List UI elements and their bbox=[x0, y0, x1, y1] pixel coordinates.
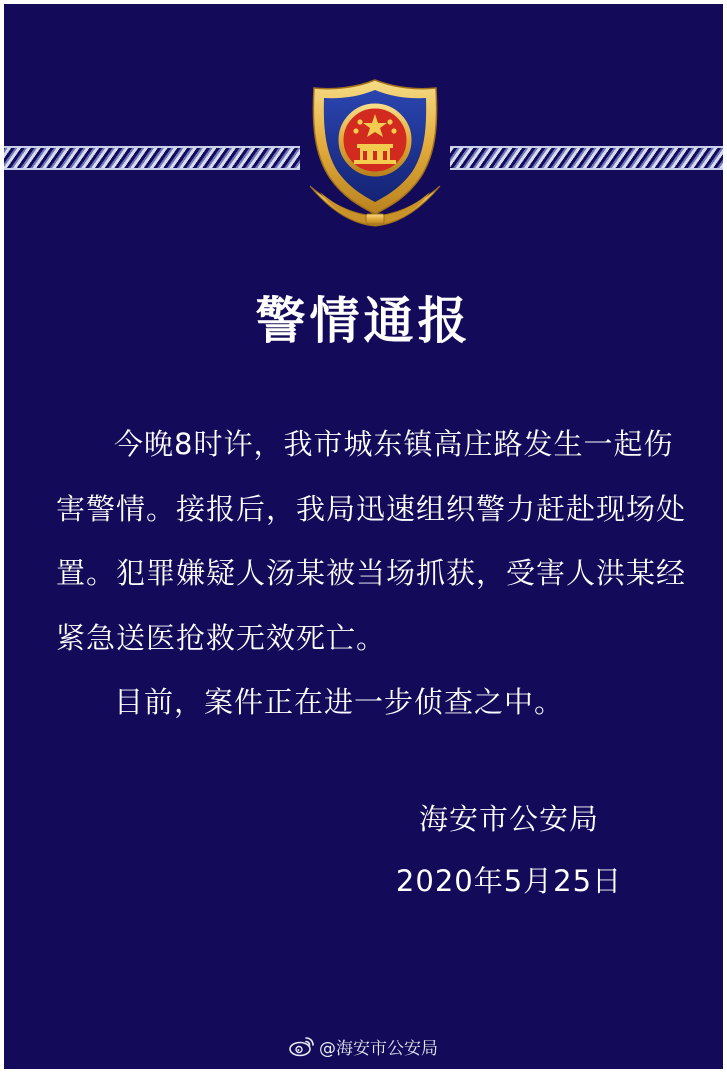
notice-title: 警情通报 bbox=[255, 292, 472, 350]
signature-organization: 海安市公安局 bbox=[418, 802, 599, 836]
weibo-icon bbox=[289, 1035, 315, 1057]
watermark-handle: @海安市公安局 bbox=[319, 1038, 438, 1059]
watermark-footer bbox=[4, 1029, 723, 1063]
signature-date: 2020年5月25日 bbox=[395, 864, 623, 898]
notice-body bbox=[56, 412, 702, 735]
decorative-band-right bbox=[450, 146, 723, 170]
police-notice bbox=[4, 4, 723, 1069]
police-emblem-icon bbox=[300, 74, 450, 234]
decorative-band-left bbox=[4, 146, 300, 170]
notice-paragraph: 今晚8时许，我市城东镇高庄路发生一起伤害警情。接报后，我局迅速组织警力赶赴现场处置。犯罪嫌疑人汤某被当场抓获，受害人洪某经紧急送医抢救无效死亡。 bbox=[56, 427, 687, 655]
notice-paragraph: 目前，案件正在进一步侦查之中。 bbox=[114, 685, 565, 719]
